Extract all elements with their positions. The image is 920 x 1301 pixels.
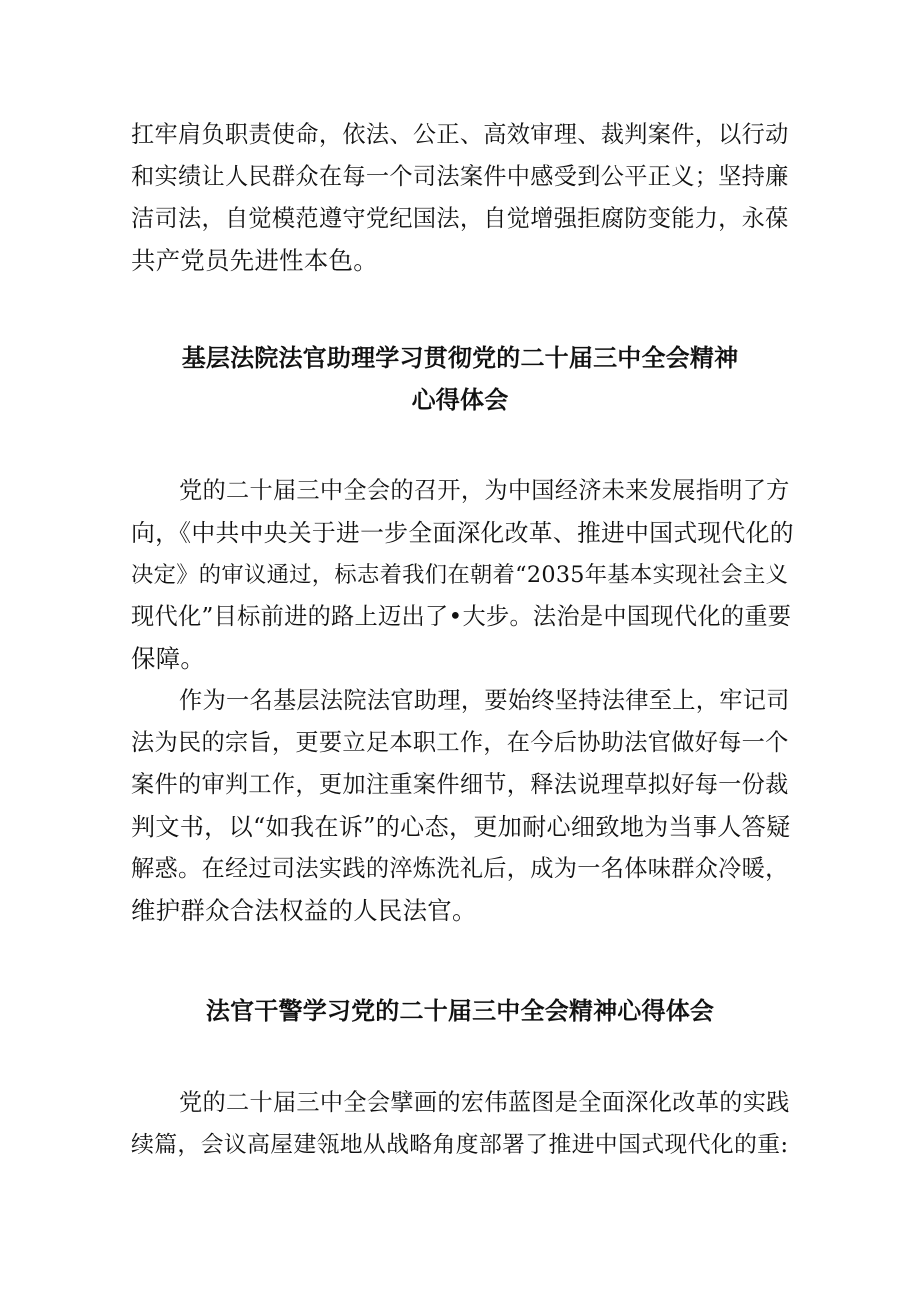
section-title-line: 法官干警学习党的二十届三中全会精神心得体会 [205, 997, 715, 1025]
paragraph-line: 法为民的宗旨，更要立足本职工作，在今后协助法官做好每一个 [131, 729, 789, 756]
section1-paragraph1 [131, 470, 796, 680]
paragraph-line: 现代化”目标前进的路上迈出了•大步。法治是中国现代化的重要 [131, 603, 792, 630]
paragraph-line: 判文书，以“如我在诉”的心态，更加耐心细致地为当事人答疑 [131, 813, 791, 841]
paragraph-line: 共产党员先进性本色。 [131, 246, 378, 275]
section-title-line: 基层法院法官助理学习贯彻党的二十届三中全会精神 [181, 344, 739, 372]
paragraph-line: 党的二十届三中全会擘画的宏伟蓝图是全面深化改革的实践 [179, 1089, 790, 1116]
paragraph-line: 作为一名基层法院法官助理，要始终坚持法律至上，牢记司 [179, 687, 790, 714]
section1-paragraph2 [131, 680, 796, 932]
paragraph-line: 决定》的审议通过，标志着我们在朝着“2035年基本实现社会主义 [131, 562, 789, 588]
paragraph-line: 和实绩让人民群众在每一个司法案件中感受到公平正义；坚持廉 [131, 163, 789, 190]
section1-title [0, 337, 920, 421]
intro-paragraph [131, 114, 796, 282]
section-title-line: 心得体会 [411, 386, 509, 414]
paragraph-line: 案件的审判工作，更加注重案件细节，释法说理草拟好每一份裁 [131, 771, 789, 798]
paragraph-line: 续篇，会议高屋建瓴地从战略角度部署了推进中国式现代化的重: [131, 1132, 789, 1158]
paragraph-line: 洁司法，自觉模范遵守党纪国法，自觉增强拒腐防变能力，永葆 [131, 205, 789, 232]
section2-paragraph1 [131, 1082, 796, 1166]
paragraph-line: 向，《中共中央关于进一步全面深化改革、推进中国式现代化的 [131, 519, 794, 547]
paragraph-line: 维护群众合法权益的人民法官。 [131, 896, 477, 925]
section2-title [0, 990, 920, 1032]
paragraph-line: 保障。 [131, 644, 206, 673]
paragraph-line: 解惑。在经过司法实践的淬炼洗礼后，成为一名体味群众冷暖， [131, 855, 789, 882]
paragraph-line: 扛牢肩负职责使命，依法、公正、高效审理、裁判案件，以行动 [131, 121, 789, 148]
paragraph-line: 党的二十届三中全会的召开，为中国经济未来发展指明了方 [179, 477, 790, 504]
